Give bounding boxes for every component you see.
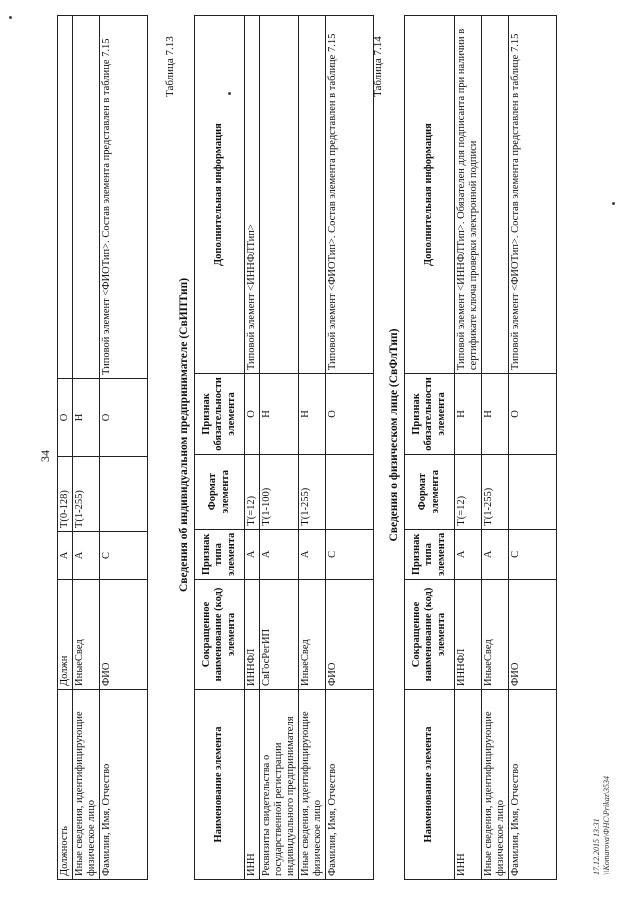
element-name: Реквизиты свидетельства о государственной регистрации индивидуального предпринимателя	[260, 690, 299, 880]
element-code: ИныеСвед	[73, 580, 100, 690]
element-name: ИНН	[455, 690, 482, 880]
element-required: Н	[260, 374, 299, 455]
element-format	[100, 457, 148, 532]
element-info	[260, 16, 299, 374]
element-code: ИННФЛ	[455, 580, 482, 690]
element-info	[58, 16, 73, 379]
element-required: О	[509, 374, 557, 455]
element-code: ИННФЛ	[245, 580, 260, 690]
header-cell: Признак типа элемента	[195, 529, 245, 579]
stamp-line: 17.12.2015 13:31	[592, 818, 601, 875]
table-row	[245, 16, 260, 880]
element-info: Типовой элемент <ФИОТип>. Состав элемента представлен в таблице 7.15	[326, 16, 374, 374]
header-row	[195, 16, 245, 880]
element-format: T(1-255)	[482, 454, 509, 529]
scan-speck	[612, 202, 615, 205]
element-name: ИНН	[245, 690, 260, 880]
element-name: Фамилия, Имя, Отчество	[100, 690, 148, 880]
element-type: А	[73, 532, 100, 580]
element-name: Должность	[58, 690, 73, 880]
table-row	[326, 16, 374, 880]
element-info: Типовой элемент <ИННФЛТип>. Обязателен для подписанта при наличии в сертификате ключа проверки электронной подписи	[455, 16, 482, 374]
element-code: ФИО	[509, 580, 557, 690]
header-cell: Признак обязательности элемента	[405, 374, 455, 455]
top-table	[57, 15, 148, 880]
element-code: СвГосРегИП	[260, 580, 299, 690]
element-code: ФИО	[326, 580, 374, 690]
table-7-14	[404, 15, 557, 880]
header-cell: Сокращенное наименование (код) элемента	[195, 580, 245, 690]
table-row	[482, 16, 509, 880]
element-name: Фамилия, Имя, Отчество	[326, 690, 374, 880]
element-required: Н	[482, 374, 509, 455]
element-code: ИныеСвед	[482, 580, 509, 690]
element-type: А	[245, 529, 260, 579]
table-row	[58, 16, 73, 880]
table-row	[260, 16, 299, 880]
element-name: Фамилия, Имя, Отчество	[509, 690, 557, 880]
scan-speck	[228, 92, 231, 95]
element-code: ФИО	[100, 580, 148, 690]
element-type: А	[58, 532, 73, 580]
element-format	[509, 454, 557, 529]
table-title: Сведения об индивидуальном предпринимателе (СвИПТип)	[178, 277, 190, 593]
file-stamp	[592, 776, 611, 875]
element-required: О	[100, 379, 148, 457]
element-type: А	[260, 529, 299, 579]
element-info: Типовой элемент <ИННФЛТип>	[245, 16, 260, 374]
element-type: С	[100, 532, 148, 580]
element-required: Н	[299, 374, 326, 455]
element-type: С	[509, 529, 557, 579]
element-info	[73, 16, 100, 379]
scan-speck	[9, 16, 12, 19]
element-required: Н	[455, 374, 482, 455]
header-cell: Признак обязательности элемента	[195, 374, 245, 455]
header-cell: Дополнительная информация	[405, 16, 455, 374]
element-format: T(1-255)	[73, 457, 100, 532]
element-type: А	[482, 529, 509, 579]
table-caption: Таблица 7.14	[372, 36, 384, 97]
header-cell: Наименование элемента	[405, 690, 455, 880]
element-type: А	[299, 529, 326, 579]
element-name: Иные сведения, идентифицирующие физическое лицо	[482, 690, 509, 880]
table-row	[299, 16, 326, 880]
header-cell: Формат элемента	[405, 454, 455, 529]
element-info: Типовой элемент <ФИОТип>. Состав элемента представлен в таблице 7.15	[509, 16, 557, 374]
table-row	[100, 16, 148, 880]
table-caption: Таблица 7.13	[164, 36, 176, 97]
header-cell: Наименование элемента	[195, 690, 245, 880]
element-code: ИныеСвед	[299, 580, 326, 690]
table-7-13	[194, 15, 374, 880]
element-format: T(=12)	[455, 454, 482, 529]
element-format: T(0-128)	[58, 457, 73, 532]
element-info	[482, 16, 509, 374]
element-format: T(1-100)	[260, 454, 299, 529]
header-cell: Дополнительная информация	[195, 16, 245, 374]
element-name: Иные сведения, идентифицирующие физическое лицо	[73, 690, 100, 880]
header-row	[405, 16, 455, 880]
header-cell: Сокращенное наименование (код) элемента	[405, 580, 455, 690]
element-info: Типовой элемент <ФИОТип>. Состав элемента представлен в таблице 7.15	[100, 16, 148, 379]
element-code: Должн	[58, 580, 73, 690]
element-format: T(=12)	[245, 454, 260, 529]
header-cell: Признак типа элемента	[405, 529, 455, 579]
element-required: О	[245, 374, 260, 455]
table-title: Сведения о физическом лице (СвФлТип)	[388, 328, 400, 542]
header-cell: Формат элемента	[195, 454, 245, 529]
element-required: О	[326, 374, 374, 455]
element-format	[326, 454, 374, 529]
table-row	[509, 16, 557, 880]
page-number: 34	[38, 450, 52, 462]
element-required: Н	[73, 379, 100, 457]
element-type: С	[326, 529, 374, 579]
element-name: Иные сведения, идентифицирующие физическое лицо	[299, 690, 326, 880]
element-required: О	[58, 379, 73, 457]
stamp-line: \\Komarova\ФНС\Prikaz\3534	[601, 775, 611, 875]
element-format: T(1-255)	[299, 454, 326, 529]
table-row	[455, 16, 482, 880]
table-row	[73, 16, 100, 880]
element-info	[299, 16, 326, 374]
element-type: А	[455, 529, 482, 579]
